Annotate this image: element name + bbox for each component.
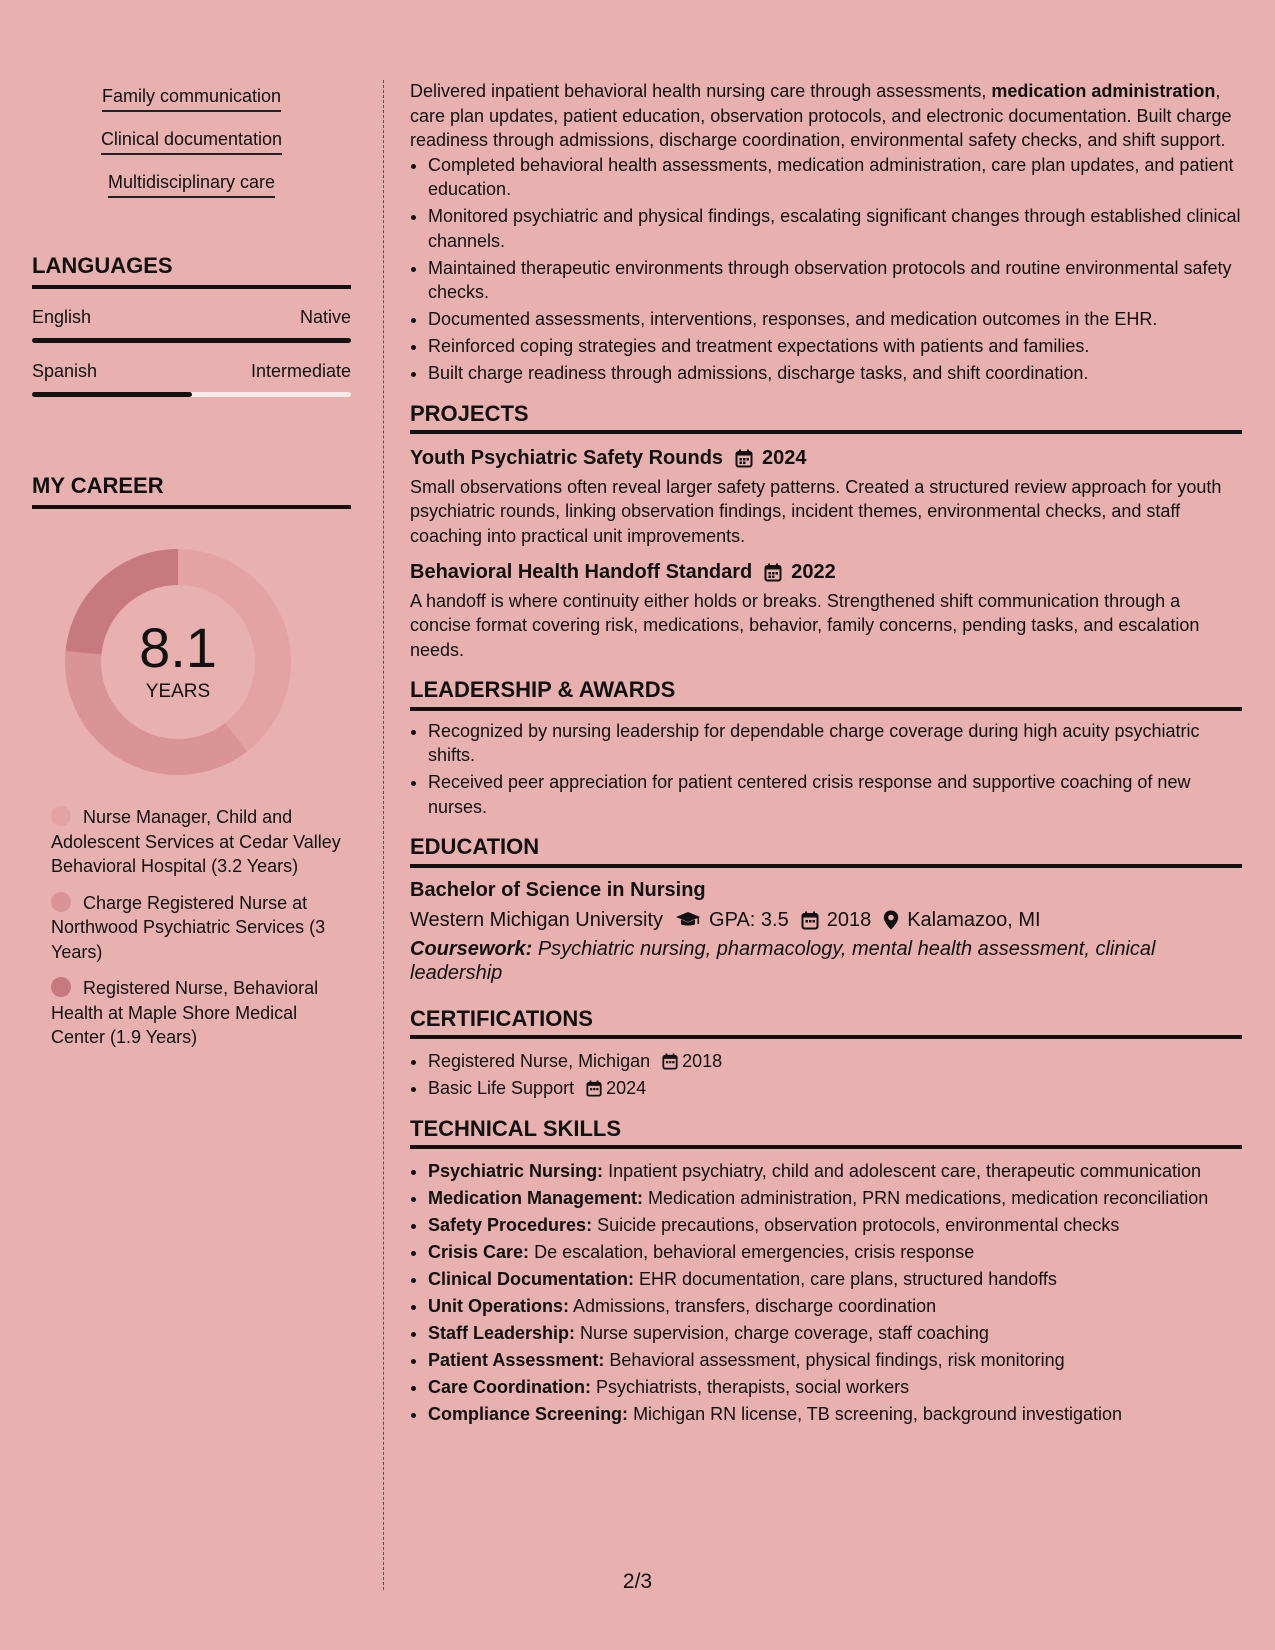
list-item: • Completed behavioral health assessments, medication administration, care plan updates, and patient education. <box>428 153 1242 202</box>
project-name: Youth Psychiatric Safety Rounds <box>410 447 724 469</box>
experience-summary: Delivered inpatient behavioral health nursing care through assessments, medication administration, care plan updates, patient education, observation protocols, and electronic documentation. Built charge readiness through admissions, discharge coordination, environmental safety checks, and shift support. <box>410 81 1232 150</box>
left-column <box>32 80 351 1062</box>
list-item: • Documented assessments, interventions, responses, and medication outcomes in the EHR. <box>428 307 1242 332</box>
list-item: • Recognized by nursing leadership for dependable charge coverage during high acuity psychiatric shifts. <box>428 719 1242 768</box>
calendar-icon <box>735 449 753 468</box>
project-description: A handoff is where continuity either holds or breaks. Strengthened shift communication through a concise format covering risk, medications, behavior, family concerns, pending tasks, and escalation needs. <box>410 590 1200 660</box>
list-item: • Medication Management: Medication administration, PRN medications, medication reconciliation <box>428 1186 1242 1211</box>
skill-tag: Multidisciplinary care <box>108 172 275 198</box>
education-heading: EDUCATION <box>410 835 1242 868</box>
list-item: • Patient Assessment: Behavioral assessment, physical findings, risk monitoring <box>428 1348 1242 1373</box>
gpa: GPA: 3.5 <box>709 909 789 931</box>
project-name: Behavioral Health Handoff Standard <box>410 561 753 583</box>
experience-bullets <box>410 153 1242 386</box>
languages-heading: LANGUAGES <box>32 253 351 289</box>
skills-list <box>32 80 351 209</box>
coursework: Coursework: Psychiatric nursing, pharmacology, mental health assessment, clinical leadership <box>410 937 1156 984</box>
project-item <box>410 446 1242 548</box>
project-description: Small observations often reveal larger safety patterns. Created a structured review approach for youth psychiatric rounds, linking observation findings, incident themes, environmental checks, and staff coaching into practical unit improvements. <box>410 476 1222 546</box>
language-level: Native <box>299 307 351 327</box>
list-item: • Unit Operations: Admissions, transfers, discharge coordination <box>428 1294 1242 1319</box>
certifications-heading: CERTIFICATIONS <box>410 1007 1242 1040</box>
school-location: Kalamazoo, MI <box>907 909 1041 931</box>
list-item: • Basic Life Support 2024 <box>428 1076 1242 1101</box>
language-item <box>32 307 351 343</box>
leadership-heading: LEADERSHIP & AWARDS <box>410 678 1242 711</box>
list-item: • Received peer appreciation for patient centered crisis response and supportive coaching of new nurses. <box>428 770 1242 819</box>
list-item: • Built charge readiness through admissions, discharge tasks, and shift coordination. <box>428 361 1242 386</box>
language-bar <box>32 392 351 397</box>
list-item: • Maintained therapeutic environments through observation protocols and routine environmental safety checks. <box>428 256 1242 305</box>
list-item: • Crisis Care: De escalation, behavioral emergencies, crisis response <box>428 1240 1242 1265</box>
graduation-year: 2018 <box>826 909 872 931</box>
skill-tag: Family communication <box>102 86 281 112</box>
language-name: Spanish <box>32 361 98 381</box>
language-level: Intermediate <box>250 361 351 381</box>
list-item: • Psychiatric Nursing: Inpatient psychiatry, child and adolescent care, therapeutic communication <box>428 1159 1242 1184</box>
legend-dot <box>51 977 71 997</box>
career-heading: MY CAREER <box>32 473 351 509</box>
career-total: 8.1 <box>139 616 217 679</box>
certifications-list <box>410 1049 1242 1101</box>
career-item-text: Registered Nurse, Behavioral Health at Maple Shore Medical Center (1.9 Years) <box>51 978 319 1047</box>
language-bar-fill <box>32 338 351 343</box>
list-item: • Safety Procedures: Suicide precautions, observation protocols, environmental checks <box>428 1213 1242 1238</box>
language-item <box>32 361 351 397</box>
calendar-icon <box>586 1080 602 1097</box>
language-bar-fill <box>32 392 192 397</box>
technical-skills-list <box>410 1159 1242 1427</box>
calendar-icon <box>662 1053 678 1070</box>
career-item-text: Charge Registered Nurse at Northwood Psychiatric Services (3 Years) <box>51 892 326 962</box>
list-item: • Registered Nurse, Michigan 2018 <box>428 1049 1242 1074</box>
legend-dot <box>51 892 71 912</box>
list-item: • Reinforced coping strategies and treatment expectations with patients and families. <box>428 334 1242 359</box>
education-details <box>410 908 1242 933</box>
school-name: Western Michigan University <box>410 909 664 931</box>
list-item: • Compliance Screening: Michigan RN license, TB screening, background investigation <box>428 1402 1242 1427</box>
calendar-icon <box>764 563 782 582</box>
language-name: English <box>32 307 92 327</box>
career-item-text: Nurse Manager, Child and Adolescent Services at Cedar Valley Behavioral Hospital (3.2 Years) <box>51 807 341 876</box>
skill-tag: Clinical documentation <box>101 129 282 155</box>
column-divider <box>383 80 384 1590</box>
language-bar <box>32 338 351 343</box>
career-item <box>51 976 341 1050</box>
list-item: • Monitored psychiatric and physical findings, escalating significant changes through established clinical channels. <box>428 204 1242 253</box>
leadership-list <box>410 719 1242 820</box>
project-year: 2022 <box>791 561 836 583</box>
calendar-icon <box>801 911 819 930</box>
career-donut-chart <box>65 549 291 775</box>
career-unit: YEARS <box>145 681 211 702</box>
career-item <box>51 891 341 965</box>
right-column <box>410 79 1242 1429</box>
career-item <box>51 805 341 879</box>
projects-heading: PROJECTS <box>410 402 1242 435</box>
graduation-cap-icon <box>675 911 701 929</box>
technical-skills-heading: TECHNICAL SKILLS <box>410 1117 1242 1150</box>
project-item <box>410 560 1242 662</box>
legend-dot <box>51 806 71 826</box>
page-number: 2/3 <box>622 1570 653 1593</box>
career-legend <box>51 805 341 1050</box>
location-pin-icon <box>883 910 899 930</box>
list-item: • Staff Leadership: Nurse supervision, charge coverage, staff coaching <box>428 1321 1242 1346</box>
degree-name: Bachelor of Science in Nursing <box>410 878 706 901</box>
list-item: • Clinical Documentation: EHR documentation, care plans, structured handoffs <box>428 1267 1242 1292</box>
project-year: 2024 <box>762 447 807 469</box>
list-item: • Care Coordination: Psychiatrists, therapists, social workers <box>428 1375 1242 1400</box>
